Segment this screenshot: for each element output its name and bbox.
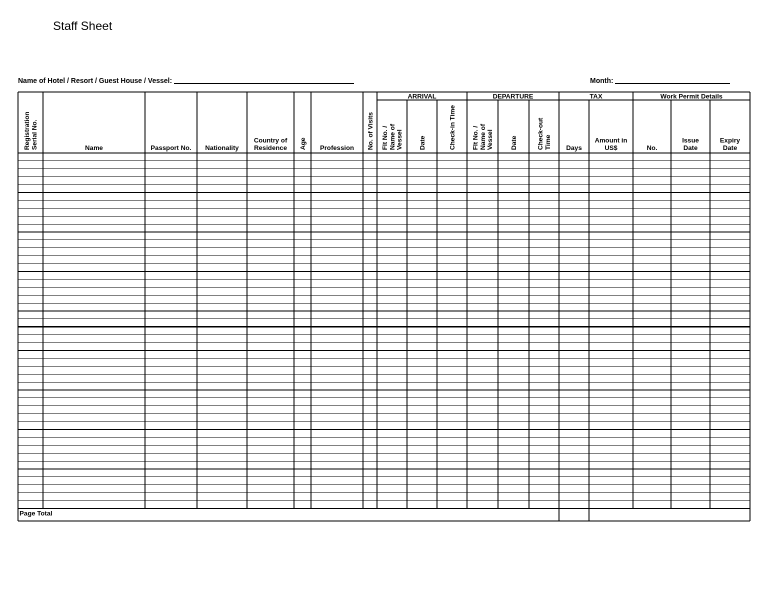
hotel-name-line: [18, 76, 354, 85]
column-header-dep-date: [511, 135, 518, 150]
group-arrival: ARRIVAL: [407, 93, 437, 101]
column-header-line: Serial No.: [31, 119, 39, 150]
hotel-name-label: Name of Hotel / Resort / Guest House / Vessel:: [18, 78, 173, 85]
column-header-line: Age: [299, 137, 307, 150]
column-header-line: US$: [604, 145, 618, 152]
month-field[interactable]: [615, 76, 730, 84]
column-header-visits: [367, 112, 374, 150]
column-header-dep-flt: [472, 123, 494, 150]
hotel-name-field[interactable]: [174, 76, 354, 84]
column-header-line: Name of: [389, 123, 397, 150]
column-header-line: Vessel: [487, 129, 495, 150]
group-departure: DEPARTURE: [492, 93, 534, 101]
column-header-country: [254, 138, 288, 152]
column-header-dep-time: [538, 117, 552, 150]
column-header-wp-no: [647, 145, 658, 152]
column-header-line: Time: [545, 134, 552, 150]
column-header-line: No.: [646, 145, 658, 152]
column-header-line: Days: [566, 145, 582, 152]
column-header-wp-issue: [682, 138, 699, 152]
column-header-line: Country of: [253, 137, 288, 145]
column-header-line: Nationality: [205, 145, 239, 152]
staff-sheet-table: [18, 92, 750, 522]
column-header-amount: [595, 138, 628, 152]
column-header-name: [85, 145, 103, 152]
column-header-arr-flt: [382, 123, 404, 150]
column-header-line: Vessel: [396, 129, 404, 150]
column-header-arr-time: [449, 105, 456, 150]
column-header-arr-date: [419, 135, 426, 150]
group-work-permit: Work Permit Details: [660, 93, 723, 101]
column-header-line: Date: [722, 145, 738, 152]
column-header-line: Flt No. /: [381, 125, 389, 150]
column-header-line: Residence: [254, 145, 287, 152]
month-label: Month:: [590, 78, 614, 85]
column-header-profession: [320, 145, 354, 152]
column-header-wp-expiry: [720, 138, 740, 152]
column-header-line: Name of: [479, 123, 487, 150]
page-total-label: Page Total: [19, 510, 53, 518]
column-header-line: No. of Visits: [367, 112, 375, 150]
column-header-days: [566, 145, 582, 152]
column-header-serial: [24, 112, 38, 150]
column-header-age: [300, 137, 307, 150]
page-title: Staff Sheet: [53, 19, 113, 33]
column-header-nationality: [205, 145, 239, 152]
column-header-line: Flt No. /: [472, 125, 480, 150]
column-header-line: Date: [419, 135, 427, 150]
column-header-line: Passport No.: [150, 145, 192, 152]
column-header-line: Check-in Time: [449, 105, 457, 150]
column-header-line: Date: [510, 135, 518, 150]
month-line: [590, 76, 730, 85]
column-header-line: Amount in: [594, 137, 628, 145]
column-header-line: Date: [683, 145, 698, 152]
column-header-line: Issue: [682, 137, 699, 145]
column-header-line: Profession: [319, 145, 355, 152]
column-header-line: Check-out: [537, 117, 545, 150]
column-header-line: Registration: [24, 111, 32, 150]
group-tax: TAX: [589, 93, 603, 101]
column-header-line: Expiry: [719, 137, 741, 145]
column-header-passport: [151, 145, 192, 152]
column-header-line: Name: [85, 145, 103, 152]
